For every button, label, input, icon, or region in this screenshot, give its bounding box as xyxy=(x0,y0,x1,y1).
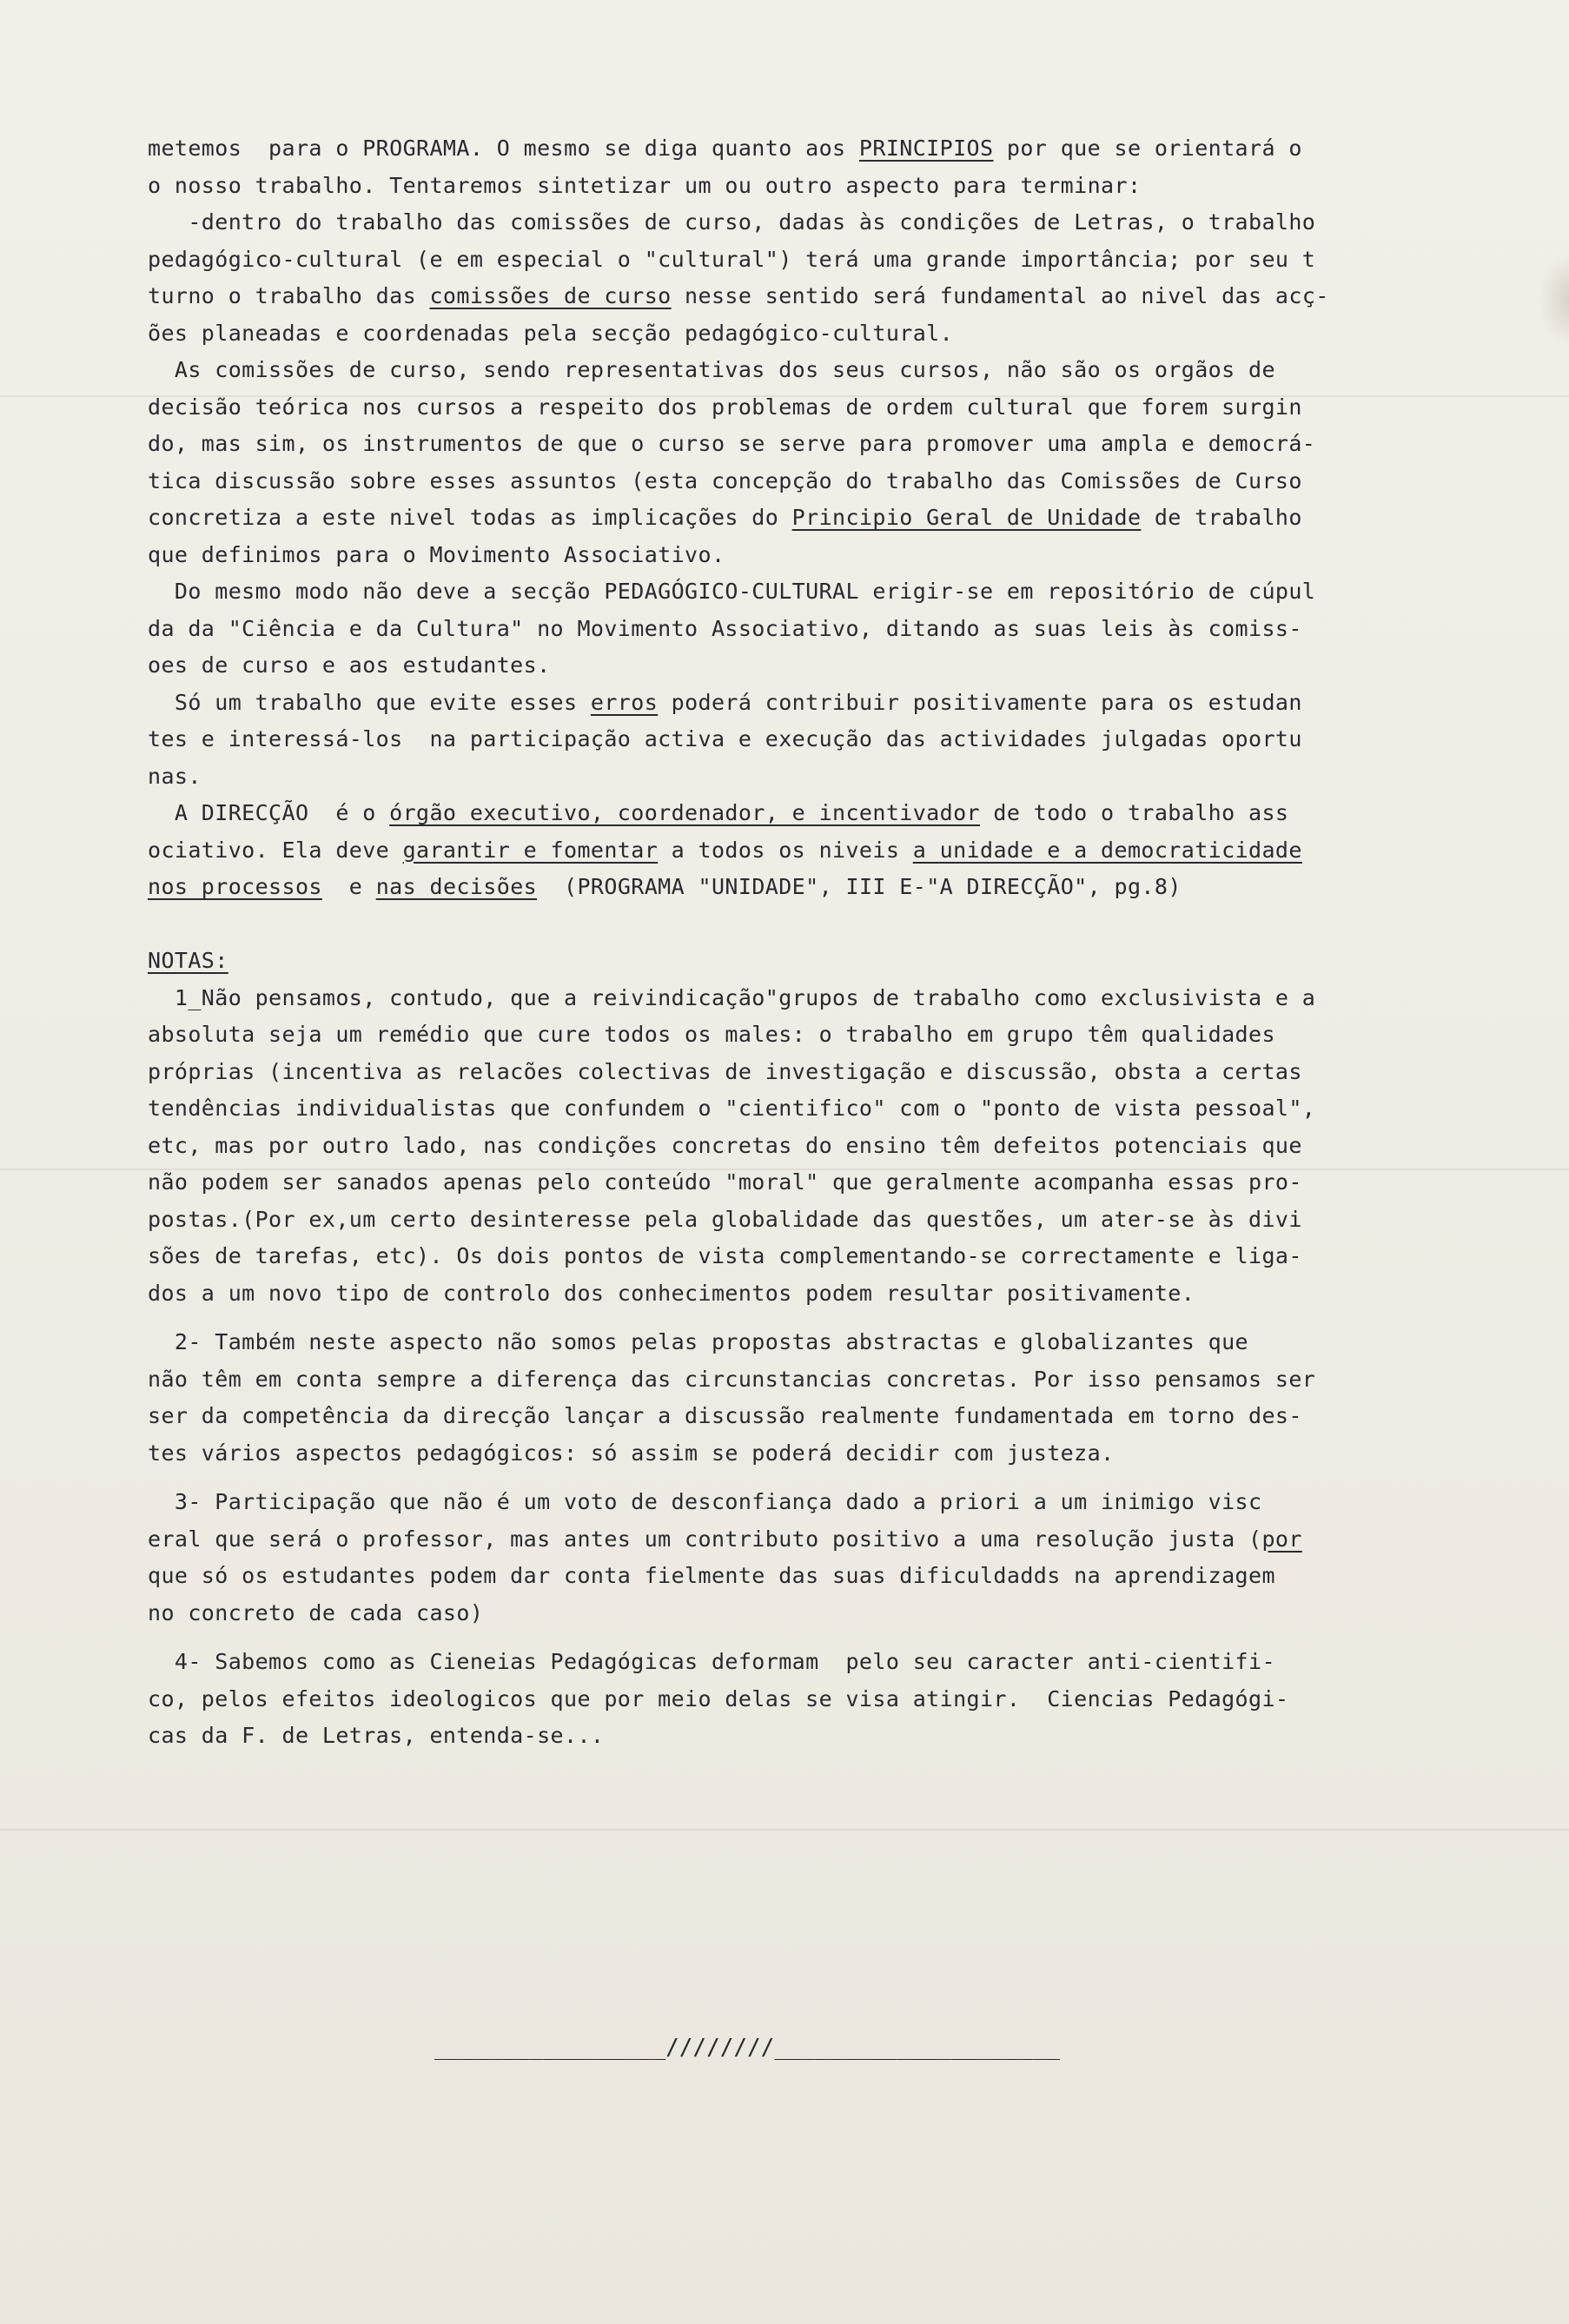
text-run: não podem ser sanados apenas pelo conteúdo "moral" que geralmente acompanha essas pro- xyxy=(148,1169,1302,1195)
underlined-text: a unidade e a democraticidade xyxy=(912,837,1302,863)
text-line xyxy=(148,315,1512,353)
text-line xyxy=(148,1238,1512,1275)
text-run: co, pelos efeitos ideologicos que por meio delas se visa atingir. Ciencias Pedagógi- xyxy=(148,1685,1289,1712)
text-run: pedagógico-cultural (e em especial o "cultural") terá uma grande importância; por seu t xyxy=(148,246,1316,272)
text-line xyxy=(148,1398,1512,1435)
text-line xyxy=(148,721,1512,758)
text-line xyxy=(148,204,1512,242)
fold-line xyxy=(0,1829,1569,1831)
text-run: de todo o trabalho ass xyxy=(979,800,1289,825)
text-line xyxy=(148,1644,1512,1681)
text-run: absoluta seja um remédio que cure todos os males: o trabalho em grupo têm qualidades xyxy=(148,1022,1275,1047)
text-line xyxy=(148,1361,1512,1399)
text-run: 3- Participação que não é um voto de desconfiança dado a priori a um inimigo visc xyxy=(148,1489,1262,1514)
text-line xyxy=(148,795,1512,832)
text-line xyxy=(148,426,1512,463)
closing-separator: _________________////////_____________________ xyxy=(434,2035,1061,2061)
text-run: o nosso trabalho. Tentaremos sintetizar um ou outro aspecto para terminar: xyxy=(148,172,1142,198)
text-line xyxy=(148,1681,1512,1718)
paragraph-gap xyxy=(148,1472,1512,1484)
text-run: oes de curso e aos estudantes. xyxy=(148,652,551,678)
underlined-text: PRINCIPIOS xyxy=(858,136,994,161)
text-run: A DIRECÇÃO é o xyxy=(148,800,390,825)
text-run: não têm em conta sempre a diferença das circunstancias concretas. Por isso pensamos ser xyxy=(148,1366,1316,1392)
text-run: ões planeadas e coordenadas pela secção pedagógico-cultural. xyxy=(148,320,954,346)
text-line xyxy=(148,685,1512,722)
text-line xyxy=(148,500,1512,537)
text-line xyxy=(148,573,1512,611)
text-line xyxy=(148,832,1512,870)
text-run: próprias (incentiva as relacões colectivas de investigação e discussão, obsta a certas xyxy=(148,1058,1302,1084)
typed-text-body xyxy=(148,130,1512,1755)
text-run: de trabalho xyxy=(1141,505,1302,530)
text-line xyxy=(148,1595,1512,1632)
text-run: eral que será o professor, mas antes um contributo positivo a uma resolução justa ( xyxy=(148,1526,1262,1552)
underlined-text: órgão executivo, coordenador, e incentivador xyxy=(389,800,980,825)
text-run: turno o trabalho das xyxy=(148,283,430,308)
text-run: 1_Não pensamos, contudo, que a reivindicação"grupos de trabalho como exclusivista e a xyxy=(148,984,1316,1010)
text-line xyxy=(148,869,1512,906)
text-line xyxy=(148,1521,1512,1559)
text-run: tes vários aspectos pedagógicos: só assim se poderá decidir com justeza. xyxy=(148,1440,1115,1466)
text-line xyxy=(148,1275,1512,1313)
underlined-text: nas decisões xyxy=(375,874,538,899)
text-line xyxy=(148,758,1512,796)
text-run: poderá contribuir positivamente para os estudan xyxy=(658,689,1302,715)
text-run: sões de tarefas, etc). Os dois pontos de vista complementando-se correctamente e liga- xyxy=(148,1243,1302,1268)
text-run: As comissões de curso, sendo representativas dos seus cursos, não são os orgãos de xyxy=(148,357,1275,382)
underlined-text: nos processos xyxy=(148,874,322,899)
text-line xyxy=(148,943,1512,980)
underlined-text: erros xyxy=(590,689,659,715)
text-line xyxy=(148,611,1512,648)
text-run: 4- Sabemos como as Cieneias Pedagógicas deformam pelo seu caracter anti-cientifi- xyxy=(148,1649,1275,1674)
text-run: e xyxy=(321,874,376,899)
text-run: concretiza a este nivel todas as implicações do xyxy=(148,505,792,530)
text-line xyxy=(148,1016,1512,1054)
text-run: no concreto de cada caso) xyxy=(148,1599,484,1625)
text-line xyxy=(148,537,1512,574)
text-line xyxy=(148,1484,1512,1521)
text-line xyxy=(148,242,1512,279)
text-run: metemos para o PROGRAMA. O mesmo se diga quanto aos xyxy=(148,136,859,161)
text-run: dos a um novo tipo de controlo dos conhecimentos podem resultar positivamente. xyxy=(148,1280,1195,1306)
text-line xyxy=(148,1202,1512,1239)
text-run: a todos os niveis xyxy=(658,837,913,863)
text-run: ociativo. Ela deve xyxy=(148,837,403,863)
text-run: por que se orientará o xyxy=(993,136,1302,161)
text-line xyxy=(148,278,1512,315)
underlined-text: NOTAS: xyxy=(148,948,228,973)
text-run: Só um trabalho que evite esses xyxy=(148,689,591,715)
text-run: decisão teórica nos cursos a respeito dos problemas de ordem cultural que forem surgin xyxy=(148,394,1302,420)
text-line xyxy=(148,1128,1512,1165)
text-run: nas. xyxy=(148,763,202,789)
text-run: que definimos para o Movimento Associativo. xyxy=(148,541,725,567)
underlined-text: garantir e fomentar xyxy=(402,837,659,863)
text-run: do, mas sim, os instrumentos de que o curso se serve para promover uma ampla e democrá- xyxy=(148,431,1316,456)
text-run: -dentro do trabalho das comissões de curso, dadas às condições de Letras, o trabalho xyxy=(148,209,1316,235)
underlined-text: por xyxy=(1261,1526,1302,1552)
text-run: tica discussão sobre esses assuntos (esta concepção do trabalho das Comissões de Curso xyxy=(148,467,1302,493)
text-line xyxy=(148,1164,1512,1202)
text-run: tendências individualistas que confundem o "cientifico" com o "ponto de vista pessoal", xyxy=(148,1096,1316,1121)
text-line xyxy=(148,389,1512,427)
text-line xyxy=(148,168,1512,205)
text-run: postas.(Por ex,um certo desinteresse pela globalidade das questões, um ater-se às divi xyxy=(148,1206,1302,1232)
text-line xyxy=(148,130,1512,168)
text-line xyxy=(148,906,1512,944)
text-line xyxy=(148,463,1512,500)
text-line xyxy=(148,980,1512,1017)
text-line xyxy=(148,352,1512,389)
text-run: etc, mas por outro lado, nas condições concretas do ensino têm defeitos potenciais que xyxy=(148,1132,1302,1158)
text-line xyxy=(148,1558,1512,1595)
text-run: tes e interessá-los na participação activa e execução das actividades julgadas oportu xyxy=(148,726,1302,751)
text-run: ser da competência da direcção lançar a discussão realmente fundamentada em torno des- xyxy=(148,1403,1302,1428)
text-run: que só os estudantes podem dar conta fielmente das suas dificuldadds na aprendizagem xyxy=(148,1563,1275,1588)
paragraph-gap xyxy=(148,1632,1512,1644)
paragraph-gap xyxy=(148,1312,1512,1324)
underlined-text: comissões de curso xyxy=(429,283,672,308)
paper-edge-shadow xyxy=(1538,252,1569,348)
text-line xyxy=(148,1718,1512,1755)
text-run: cas da F. de Letras, entenda-se... xyxy=(148,1723,605,1748)
text-run: Do mesmo modo não deve a secção PEDAGÓGICO-CULTURAL erigir-se em repositório de cúpul xyxy=(148,579,1316,604)
text-line xyxy=(148,1324,1512,1361)
text-line xyxy=(148,1435,1512,1473)
text-run: 2- Também neste aspecto não somos pelas propostas abstractas e globalizantes que xyxy=(148,1329,1249,1354)
text-line xyxy=(148,647,1512,685)
text-run: (PROGRAMA "UNIDADE", III E-"A DIRECÇÃO", pg.8) xyxy=(537,874,1182,899)
text-run: nesse sentido será fundamental ao nivel das acç- xyxy=(671,283,1329,308)
text-line xyxy=(148,1090,1512,1128)
text-line xyxy=(148,1054,1512,1091)
underlined-text: Principio Geral de Unidade xyxy=(791,505,1142,530)
text-run: da da "Ciência e da Cultura" no Movimento Associativo, ditando as suas leis às comiss- xyxy=(148,615,1302,641)
